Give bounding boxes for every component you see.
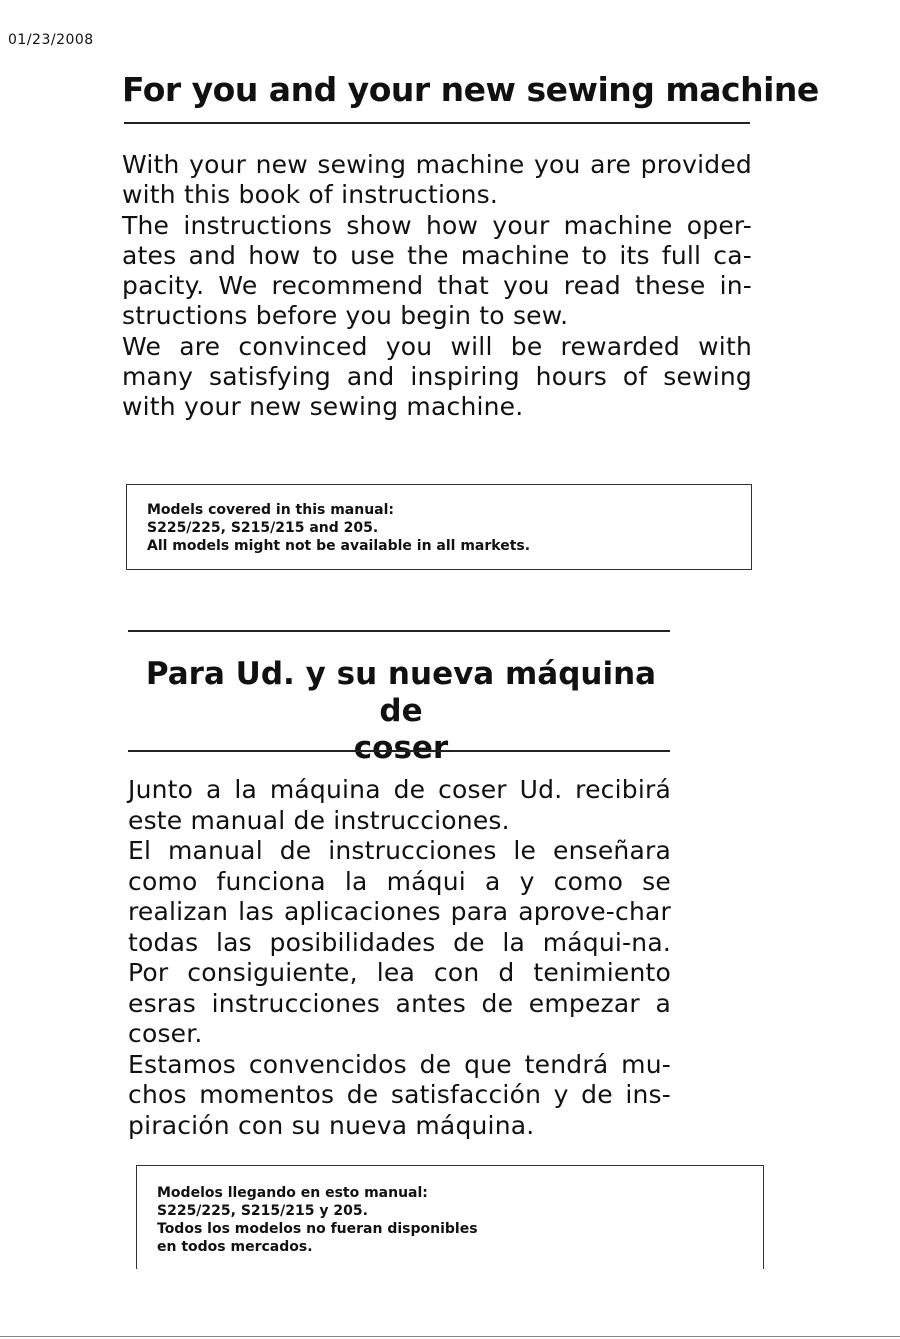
models-note-line: All models might not be available in all markets. [147, 538, 531, 554]
modelos-note-line: Modelos llegando en esto manual: [157, 1185, 428, 1201]
document-date: 01/23/2008 [8, 32, 94, 48]
english-paragraph: With your new sewing machine you are provided with this book of instructions. [122, 150, 752, 210]
modelos-note-line: Todos los modelos no fueran disponibles [157, 1221, 478, 1237]
modelos-note [157, 1184, 478, 1256]
english-paragraph: The instructions show how your machine oper-ates and how to use the machine to its full ca-pacity. We recommend that you read these in-structions before you begin to sew. [122, 210, 752, 331]
spanish-paragraph: Estamos convencidos de que tendrá mu-chos momentos de satisfacción y de ins-piración con su nueva máquina. [128, 1049, 671, 1140]
spanish-body [128, 775, 671, 1141]
models-note-line: Models covered in this manual: [147, 502, 395, 518]
spanish-paragraph: El manual de instrucciones le enseñara como funciona la máqui a y como se realizan las aplicaciones para aprove-char todas las posibilidades de la máqui-na. Por consiguiente, lea con d tenimiento esras instrucciones antes de empezar a coser. [128, 836, 671, 1048]
spanish-title-line: Para Ud. y su nueva máquina de [145, 656, 657, 729]
title-divider [124, 122, 750, 124]
page-bottom-edge [0, 1336, 900, 1337]
spanish-title-top-divider [128, 630, 670, 632]
modelos-note-line: S225/225, S215/215 y 205. [157, 1203, 368, 1219]
english-models-box [126, 484, 752, 570]
spanish-title-bottom-divider [128, 750, 670, 752]
english-body [122, 150, 752, 423]
spanish-title-line: coser [353, 730, 449, 766]
modelos-note-line: en todos mercados. [157, 1239, 313, 1255]
english-paragraph: We are convinced you will be rewarded with many satisfying and inspiring hours of sewing with your new sewing machine. [122, 331, 752, 422]
models-note [147, 501, 530, 555]
models-note-line: S225/225, S215/215 and 205. [147, 520, 379, 536]
spanish-models-box [136, 1165, 764, 1269]
spanish-paragraph: Junto a la máquina de coser Ud. recibirá este manual de instrucciones. [128, 775, 671, 835]
english-title: For you and your new sewing machine [122, 70, 819, 109]
